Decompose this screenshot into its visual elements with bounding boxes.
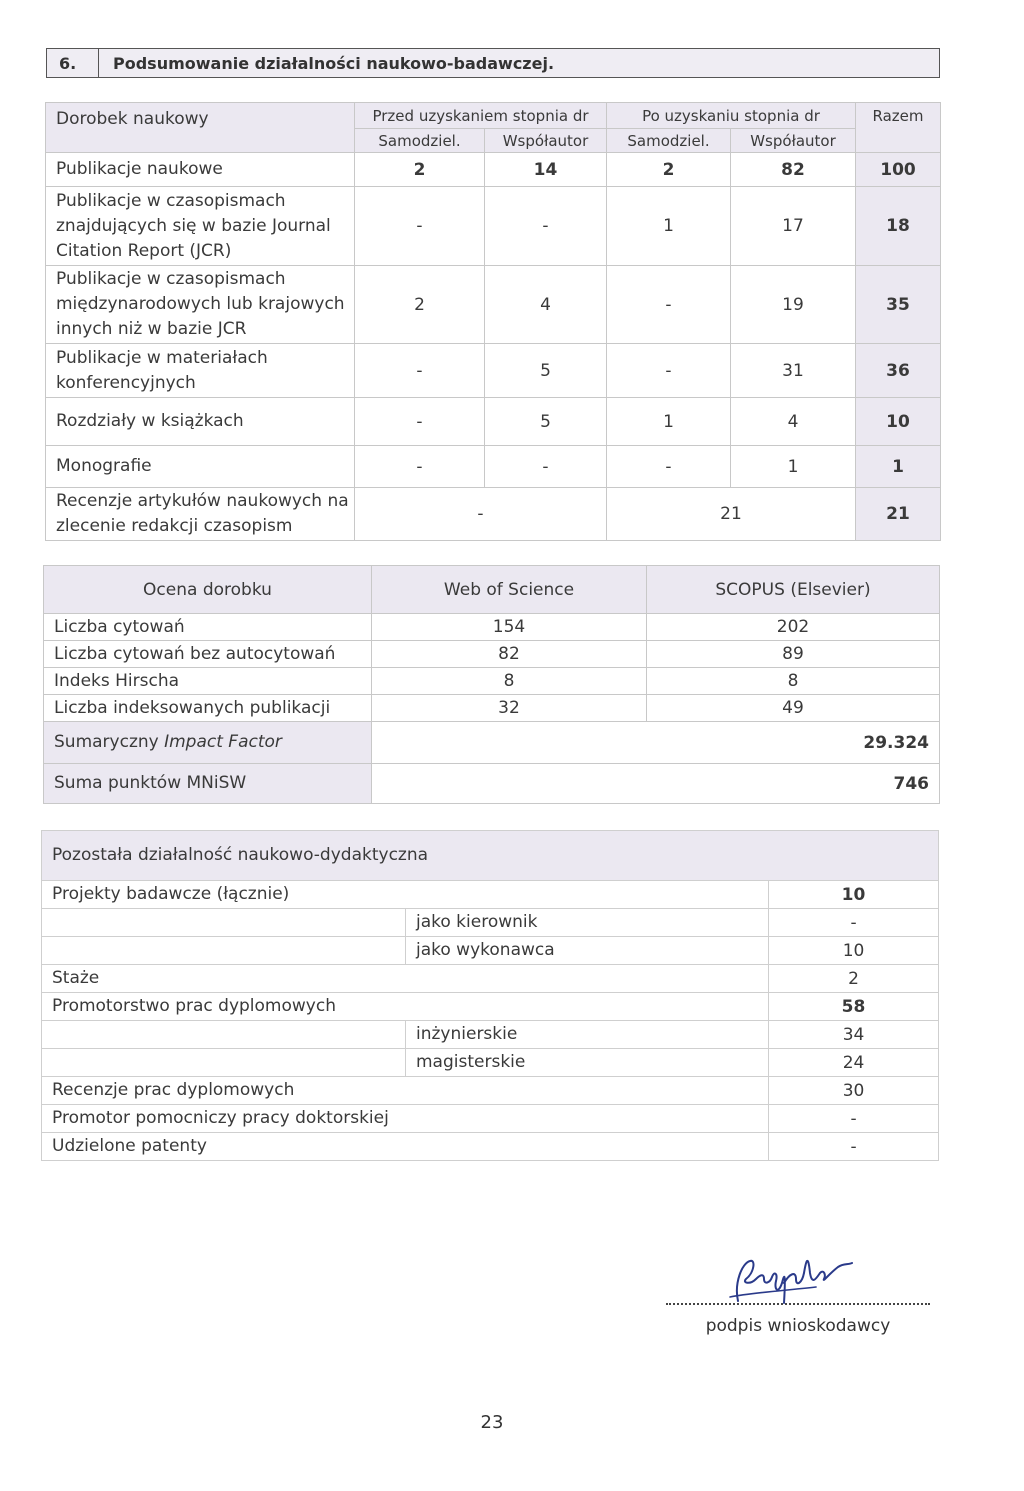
cell-value: 1 (607, 187, 731, 266)
row-value: 10 (769, 881, 939, 909)
cell-value: - (355, 344, 485, 398)
row-sublabel (406, 993, 769, 1021)
header-total: Razem (856, 103, 941, 153)
dorobek-table (45, 102, 941, 541)
row-label: Liczba cytowań bez autocytowań (44, 641, 372, 668)
table-row (42, 993, 939, 1021)
table-row (46, 446, 941, 488)
row-label (42, 1049, 406, 1077)
row-label: Recenzje prac dyplomowych (42, 1077, 406, 1105)
row-value: 2 (769, 965, 939, 993)
row-label: Publikacje w czasopismach znajdujących się w bazie Journal Citation Report (JCR) (46, 187, 355, 266)
cell-value: 2 (607, 153, 731, 187)
row-label (42, 909, 406, 937)
table-row (42, 1049, 939, 1077)
cell-value: 14 (485, 153, 607, 187)
row-label: Liczba cytowań (44, 614, 372, 641)
row-sublabel: jako kierownik (406, 909, 769, 937)
cell-value: 19 (731, 266, 856, 344)
signature-label: podpis wnioskodawcy (705, 1316, 891, 1336)
cell-wos: 82 (372, 641, 647, 668)
table-row (42, 1077, 939, 1105)
ocena-header-wos: Web of Science (372, 566, 647, 614)
table-row (46, 266, 941, 344)
cell-value: 1 (731, 446, 856, 488)
row-label: Staże (42, 965, 406, 993)
page-number: 23 (480, 1412, 504, 1433)
mnisw-row (44, 764, 940, 804)
cell-total: 10 (856, 398, 941, 446)
row-label: Publikacje naukowe (46, 153, 355, 187)
row-sublabel: jako wykonawca (406, 937, 769, 965)
ocena-header-scopus: SCOPUS (Elsevier) (647, 566, 940, 614)
row-label: Promotor pomocniczy pracy doktorskiej (42, 1105, 406, 1133)
table-row (44, 641, 940, 668)
cell-total: 35 (856, 266, 941, 344)
table-row (44, 695, 940, 722)
cell-value: - (607, 446, 731, 488)
row-value: - (769, 909, 939, 937)
row-sublabel: magisterskie (406, 1049, 769, 1077)
row-sublabel (406, 881, 769, 909)
signature-line (666, 1303, 930, 1305)
cell-value: - (607, 344, 731, 398)
table-row (46, 488, 941, 541)
section-number: 6. (47, 49, 99, 77)
cell-total: 1 (856, 446, 941, 488)
header-sub-coauthor: Współautor (485, 129, 607, 153)
row-label: Rozdziały w książkach (46, 398, 355, 446)
cell-value: 1 (607, 398, 731, 446)
row-label: Indeks Hirscha (44, 668, 372, 695)
row-label (42, 937, 406, 965)
header-sub-independent: Samodziel. (355, 129, 485, 153)
row-value: - (769, 1133, 939, 1161)
mnisw-value: 746 (372, 764, 940, 804)
section-header (46, 48, 940, 78)
table-row (46, 344, 941, 398)
cell-total: 18 (856, 187, 941, 266)
table-row (46, 187, 941, 266)
row-label: Projekty badawcze (łącznie) (42, 881, 406, 909)
impact-factor-label (44, 722, 372, 764)
handwritten-signature (720, 1243, 870, 1323)
table-row (42, 965, 939, 993)
row-value: 34 (769, 1021, 939, 1049)
row-value: 24 (769, 1049, 939, 1077)
cell-value: - (485, 446, 607, 488)
cell-value: 2 (355, 153, 485, 187)
cell-wos: 8 (372, 668, 647, 695)
cell-value: - (355, 398, 485, 446)
cell-scopus: 89 (647, 641, 940, 668)
cell-value: - (355, 488, 607, 541)
cell-total: 21 (856, 488, 941, 541)
cell-scopus: 8 (647, 668, 940, 695)
cell-value: 82 (731, 153, 856, 187)
table-row (42, 1105, 939, 1133)
table-row (42, 881, 939, 909)
row-sublabel: inżynierskie (406, 1021, 769, 1049)
row-label: Promotorstwo prac dyplomowych (42, 993, 406, 1021)
table-row (42, 1021, 939, 1049)
ocena-table (43, 565, 940, 804)
pozostala-header: Pozostała działalność naukowo-dydaktyczna (42, 831, 939, 881)
section-title: Podsumowanie działalności naukowo-badawczej. (113, 53, 555, 73)
cell-value: - (607, 266, 731, 344)
ocena-header-label: Ocena dorobku (44, 566, 372, 614)
row-value: 30 (769, 1077, 939, 1105)
cell-value: - (485, 187, 607, 266)
row-label: Liczba indeksowanych publikacji (44, 695, 372, 722)
cell-value: 2 (355, 266, 485, 344)
impact-factor-label-plain: Sumaryczny (54, 732, 159, 752)
table-row (46, 153, 941, 187)
header-after-degree: Po uzyskaniu stopnia dr (607, 103, 856, 129)
row-label: Publikacje w czasopismach międzynarodowych lub krajowych innych niż w bazie JCR (46, 266, 355, 344)
table-row (44, 614, 940, 641)
cell-wos: 32 (372, 695, 647, 722)
cell-value: 4 (731, 398, 856, 446)
table-row (42, 909, 939, 937)
table-row (42, 937, 939, 965)
table-row (44, 668, 940, 695)
row-label: Publikacje w materiałach konferencyjnych (46, 344, 355, 398)
row-sublabel (406, 1077, 769, 1105)
cell-value: - (355, 187, 485, 266)
row-value: 58 (769, 993, 939, 1021)
row-label: Udzielone patenty (42, 1133, 406, 1161)
cell-wos: 154 (372, 614, 647, 641)
row-label: Recenzje artykułów naukowych na zlecenie redakcji czasopism (46, 488, 355, 541)
row-sublabel (406, 1133, 769, 1161)
cell-value: 21 (607, 488, 856, 541)
cell-scopus: 202 (647, 614, 940, 641)
impact-factor-label-italic: Impact Factor (164, 732, 282, 752)
cell-value: 17 (731, 187, 856, 266)
cell-value: - (355, 446, 485, 488)
row-value: - (769, 1105, 939, 1133)
cell-value: 31 (731, 344, 856, 398)
impact-factor-value: 29.324 (372, 722, 940, 764)
cell-value: 5 (485, 344, 607, 398)
cell-scopus: 49 (647, 695, 940, 722)
cell-value: 5 (485, 398, 607, 446)
impact-factor-row (44, 722, 940, 764)
header-sub-coauthor: Współautor (731, 129, 856, 153)
cell-value: 4 (485, 266, 607, 344)
table-row (46, 398, 941, 446)
header-before-degree: Przed uzyskaniem stopnia dr (355, 103, 607, 129)
row-sublabel (406, 1105, 769, 1133)
cell-total: 36 (856, 344, 941, 398)
pozostala-table (41, 830, 939, 1161)
row-label: Monografie (46, 446, 355, 488)
dorobek-header-label: Dorobek naukowy (46, 103, 355, 153)
cell-total: 100 (856, 153, 941, 187)
header-sub-independent: Samodziel. (607, 129, 731, 153)
row-sublabel (406, 965, 769, 993)
table-row (42, 1133, 939, 1161)
mnisw-label: Suma punktów MNiSW (44, 764, 372, 804)
row-label (42, 1021, 406, 1049)
row-value: 10 (769, 937, 939, 965)
